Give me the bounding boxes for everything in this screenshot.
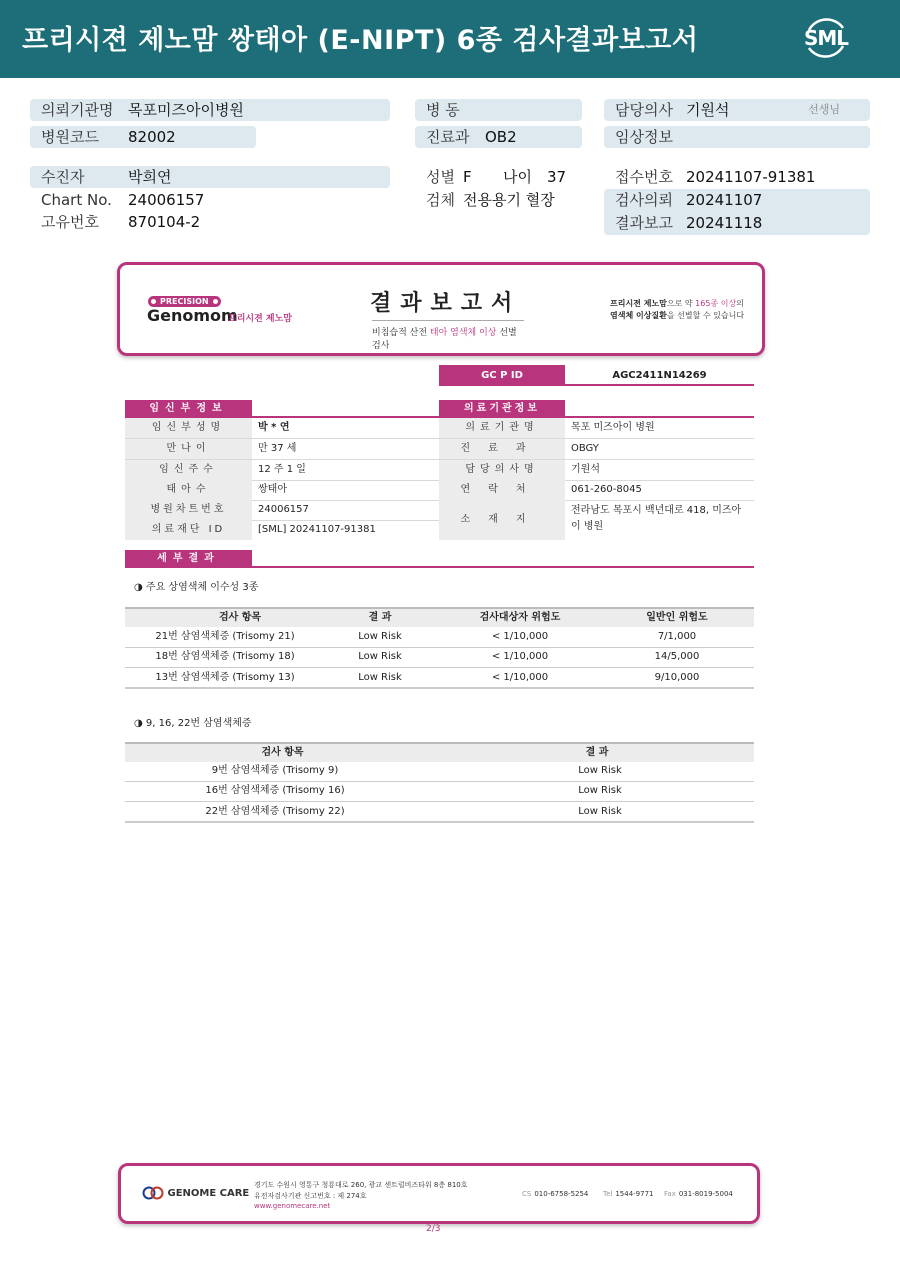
main-row-result: Low Risk: [358, 651, 402, 662]
other-table-bottom-line: [125, 821, 754, 823]
field-department: [415, 126, 582, 148]
hospital-code-label: 병원코드: [41, 128, 99, 146]
field-doctor: [604, 99, 870, 121]
report-title: 결과보고서: [370, 291, 522, 316]
field-specimen: [415, 189, 582, 211]
field-unique-number: [30, 211, 390, 233]
field-sex-age: [415, 166, 582, 188]
mother-age-label: 만나이: [125, 439, 252, 459]
footer-url[interactable]: www.genomecare.net: [254, 1202, 331, 1210]
precision-badge: PRECISION: [148, 296, 221, 307]
report-label: 결과보고: [615, 214, 673, 232]
genomom-brand-sub: 프리시젼 제노맘: [228, 314, 292, 324]
other-row-result: Low Risk: [578, 765, 622, 776]
footer-fax: Fax 031-8019-5004: [664, 1190, 733, 1198]
chart-value: 24006157: [128, 191, 205, 209]
main-row-item: 18번 삼염색체증 (Trisomy 18): [155, 651, 295, 662]
other-row-result: Low Risk: [578, 785, 622, 796]
genome-care-mark-icon: [142, 1186, 164, 1200]
main-row-general: 7/1,000: [657, 631, 697, 642]
hospital-chart-value: 24006157: [258, 504, 309, 515]
gestation-label: 임신주수: [125, 460, 252, 480]
age-value: 37: [547, 168, 567, 186]
doctor-suffix: 선생님: [808, 103, 840, 116]
main-row-item: 13번 삼염색체증 (Trisomy 13): [155, 672, 295, 683]
reception-value: 20241107-91381: [686, 168, 816, 186]
other-header-item: 검사 항목: [261, 747, 304, 758]
unique-number-value: 870104-2: [128, 213, 201, 231]
other-row-result: Low Risk: [578, 806, 622, 817]
other-header-result: 결 과: [585, 747, 609, 758]
department-label: 진료과: [426, 128, 470, 146]
age-label: 나이: [503, 168, 532, 186]
inst-address-label: 소재지: [439, 500, 565, 540]
field-reception: [604, 166, 870, 188]
main-row-result: Low Risk: [358, 672, 402, 683]
main-header-item: 검사 항목: [218, 612, 262, 623]
gcpid-value: AGC2411N14269: [565, 365, 754, 386]
other-row-item: 16번 삼염색체증 (Trisomy 16): [205, 785, 345, 796]
inst-dept-label: 진료과: [439, 439, 565, 459]
inst-address-value: 전라남도 목포시 백년대로 418, 미즈아: [571, 505, 742, 516]
specimen-label: 검체: [426, 191, 455, 209]
hospital-chart-label: 병원차트번호: [125, 500, 252, 520]
footer-cs: CS 010-6758-5254: [522, 1190, 589, 1198]
institution-value: 목포미즈아이병원: [128, 101, 244, 119]
main-header-general: 일반인 위험도: [646, 612, 708, 623]
patient-label: 수진자: [41, 168, 85, 186]
footer-tel: Tel 1544-9771: [603, 1190, 654, 1198]
request-label: 검사의뢰: [615, 191, 673, 209]
genome-care-logo: [142, 1186, 249, 1200]
other-row-item: 9번 삼염색체증 (Trisomy 9): [211, 765, 339, 776]
inst-doctor-label: 담당의사명: [439, 460, 565, 480]
page-title: 프리시젼 제노맘 쌍태아 (E-NIPT) 6종 검사결과보고서: [22, 25, 699, 56]
footer-license: 유전자검사기관 신고번호 : 제 274호: [254, 1192, 367, 1200]
sex-value: F: [463, 168, 472, 186]
field-institution: [30, 99, 390, 121]
institution-section-tab: 의료기관정보: [439, 400, 565, 418]
field-clinical: [604, 126, 870, 148]
department-value: OB2: [485, 128, 517, 146]
hospital-code-value: 82002: [128, 128, 176, 146]
field-chart: [30, 189, 390, 211]
patient-value: 박희연: [128, 168, 172, 186]
clinical-label: 임상정보: [615, 128, 673, 146]
inst-contact-label: 연락처: [439, 480, 565, 500]
detail-section-line: [252, 566, 754, 568]
chart-label: Chart No.: [41, 191, 112, 209]
request-value: 20241107: [686, 191, 763, 209]
page-header: [0, 0, 900, 78]
inst-contact-value: 061-260-8045: [571, 484, 642, 495]
foundation-id-value: [SML] 20241107-91381: [258, 524, 376, 535]
sml-logo-text: SML: [803, 26, 849, 50]
main-row-risk: < 1/10,000: [491, 672, 549, 683]
reception-label: 접수번호: [615, 168, 673, 186]
mother-age-value: 만 37 세: [258, 443, 297, 454]
main-row-item: 21번 삼염색체증 (Trisomy 21): [155, 631, 295, 642]
mother-name-value: 박 * 연: [258, 422, 290, 433]
field-request-report: [604, 189, 870, 235]
gestation-value: 12 주 1 일: [258, 464, 306, 475]
other-aneuploidy-title: ◑ 9, 16, 22번 삼염색체증: [134, 718, 252, 729]
unique-number-label: 고유번호: [41, 213, 99, 231]
report-value: 20241118: [686, 214, 763, 232]
other-row-item: 22번 삼염색체증 (Trisomy 22): [205, 806, 345, 817]
inst-name-label: 의료기관명: [439, 418, 565, 438]
specimen-value: 전용용기 혈장: [463, 191, 555, 209]
report-note: 프리시젼 제노맘으로 약 165종 이상의 염색체 이상질환을 선별할 수 있습니다: [610, 299, 745, 320]
main-row-general: 14/5,000: [654, 651, 700, 662]
inst-dept-value: OBGY: [571, 443, 599, 454]
main-row-result: Low Risk: [358, 631, 402, 642]
sml-logo: [801, 13, 851, 63]
sex-label: 성별: [426, 168, 455, 186]
ward-label: 병 동: [426, 101, 460, 119]
main-aneuploidy-title: ◑ 주요 상염색체 이수성 3종: [134, 582, 259, 593]
gcpid-label: GC P ID: [439, 365, 565, 386]
footer-address: 경기도 수원시 영통구 청룡대로 260, 광교 센트럴비즈타워 8층 810호: [254, 1181, 468, 1189]
foundation-id-label: 의료재단 ID: [125, 520, 252, 540]
doctor-value: 기원석: [686, 101, 730, 119]
inst-name-value: 목포 미즈아이 병원: [571, 422, 655, 433]
page-number: 2/3: [426, 1224, 441, 1234]
field-hospital-code: [30, 126, 256, 148]
fetus-count-label: 태아수: [125, 480, 252, 500]
field-ward: [415, 99, 582, 121]
main-header-result: 결 과: [368, 612, 392, 623]
mother-name-label: 임신부성명: [125, 418, 252, 438]
main-table-bottom-line: [125, 687, 754, 689]
main-row-risk: < 1/10,000: [491, 651, 549, 662]
main-header-risk: 검사대상자 위험도: [479, 612, 561, 623]
genomom-brand: Genomom: [147, 306, 238, 325]
report-subtitle: 비침습적 산전 태아 염색체 이상 선별검사: [372, 320, 524, 351]
doctor-label: 담당의사: [615, 101, 673, 119]
field-patient: [30, 166, 390, 188]
institution-label: 의뢰기관명: [41, 101, 114, 119]
fetus-count-value: 쌍태아: [258, 484, 287, 495]
mother-section-tab: 임신부정보: [125, 400, 252, 418]
detail-section-tab: 세부결과: [125, 550, 252, 568]
inst-doctor-value: 기원석: [571, 464, 600, 475]
inst-address-value-line2: 이 병원: [571, 521, 604, 532]
main-row-risk: < 1/10,000: [491, 631, 549, 642]
genome-care-name: GENOME CARE: [167, 1188, 250, 1199]
main-row-general: 9/10,000: [654, 672, 700, 683]
